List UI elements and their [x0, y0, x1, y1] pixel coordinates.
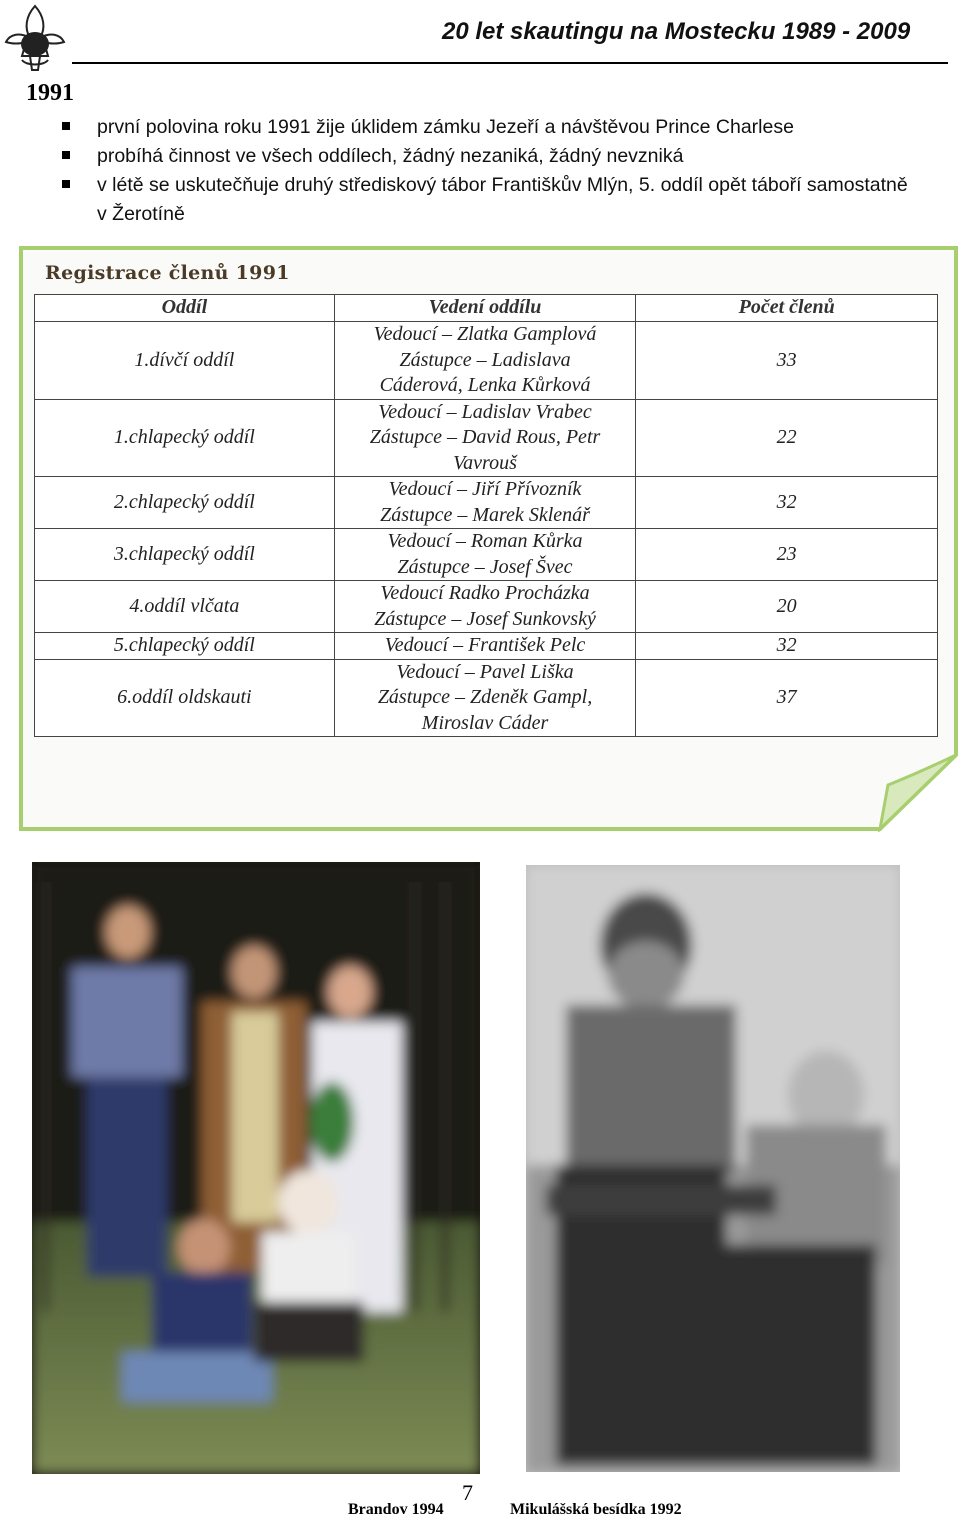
unit-cell: 1.dívčí oddíl	[35, 322, 335, 400]
bullet-square-icon	[62, 180, 70, 188]
leadership-line: Zástupce – Marek Sklenář	[380, 503, 590, 526]
leadership-cell	[334, 633, 636, 660]
leadership-line: Zástupce – Josef Švec	[397, 555, 573, 578]
count-cell: 33	[636, 322, 938, 400]
table-row	[35, 633, 938, 660]
table-row	[35, 529, 938, 581]
page-header-title: 20 let skautingu na Mostecku 1989 - 2009	[442, 18, 911, 45]
registration-table	[34, 294, 938, 737]
table-row	[35, 581, 938, 633]
count-cell: 20	[636, 581, 938, 633]
leadership-line: Vedoucí – František Pelc	[384, 634, 586, 656]
leadership-cell	[334, 477, 636, 529]
header-rule	[72, 62, 948, 64]
leadership-line: Vedoucí – Ladislav Vrabec	[378, 400, 592, 423]
photo-caption-left: Brandov 1994	[348, 1501, 444, 1518]
leadership-line: Zástupce – Josef Sunkovský	[374, 607, 596, 630]
leadership-line: Miroslav Cáder	[421, 711, 549, 734]
leadership-line: Cáderová, Lenka Kůrková	[379, 374, 591, 396]
table-header-row	[35, 295, 938, 322]
photo-mikulasska-besidka	[526, 865, 900, 1472]
leadership-line: Vedoucí – Roman Kůrka	[387, 530, 583, 552]
bullet-text: první polovina roku 1991 žije úklidem zámku Jezeří a návštěvou Prince Charlese	[97, 116, 794, 138]
unit-cell: 1.chlapecký oddíl	[35, 399, 335, 477]
count-cell: 32	[636, 477, 938, 529]
count-cell: 32	[636, 633, 938, 660]
count-cell: 22	[636, 399, 938, 477]
leadership-line: Vavrouš	[453, 451, 517, 474]
column-header-unit: Oddíl	[35, 295, 335, 322]
leadership-line: Vedoucí – Pavel Liška	[396, 660, 574, 683]
bullet-square-icon	[62, 151, 70, 159]
unit-cell: 6.oddíl oldskauti	[35, 659, 335, 737]
bullet-text: probíhá činnost ve všech oddílech, žádný nezaniká, žádný nevzniká	[97, 145, 684, 167]
table-row	[35, 659, 938, 737]
page-number: 7	[462, 1480, 473, 1505]
table-row	[35, 399, 938, 477]
unit-cell: 3.chlapecký oddíl	[35, 529, 335, 581]
column-header-leadership: Vedení oddílu	[334, 295, 636, 322]
leadership-cell	[334, 322, 636, 400]
column-header-count: Počet členů	[636, 295, 938, 322]
bullet-item	[62, 171, 922, 229]
bullet-text: v létě se uskutečňuje druhý střediskový tábor Františkův Mlýn, 5. oddíl opět táboří samostatně v Žerotíně	[97, 174, 908, 225]
photo-caption-right: Mikulášská besídka 1992	[510, 1501, 682, 1518]
leadership-line: Vedoucí – Jiří Přívozník	[388, 478, 582, 500]
count-cell: 23	[636, 529, 938, 581]
section-year-heading: 1991	[26, 80, 74, 106]
bullet-item	[62, 142, 922, 171]
leadership-line: Zástupce – Zdeněk Gampl,	[377, 686, 593, 708]
unit-cell: 2.chlapecký oddíl	[35, 477, 335, 529]
bullet-list	[62, 113, 922, 229]
unit-cell: 4.oddíl vlčata	[35, 581, 335, 633]
table-row	[35, 322, 938, 400]
count-cell: 37	[636, 659, 938, 737]
leadership-cell	[334, 529, 636, 581]
scout-lily-emblem-icon	[0, 0, 70, 75]
leadership-cell	[334, 581, 636, 633]
leadership-cell	[334, 399, 636, 477]
group-photo-brandov	[32, 862, 480, 1474]
leadership-cell	[334, 659, 636, 737]
table-row	[35, 477, 938, 529]
unit-cell: 5.chlapecký oddíl	[35, 633, 335, 660]
bullet-item	[62, 113, 922, 142]
leadership-line: Vedoucí Radko Procházka	[380, 582, 590, 604]
leadership-line: Vedoucí – Zlatka Gamplová	[373, 323, 597, 345]
leadership-line: Zástupce – David Rous, Petr	[369, 426, 601, 448]
leadership-line: Zástupce – Ladislava	[399, 348, 571, 371]
registration-title: Registrace členů 1991	[45, 262, 290, 284]
bullet-square-icon	[62, 122, 70, 130]
